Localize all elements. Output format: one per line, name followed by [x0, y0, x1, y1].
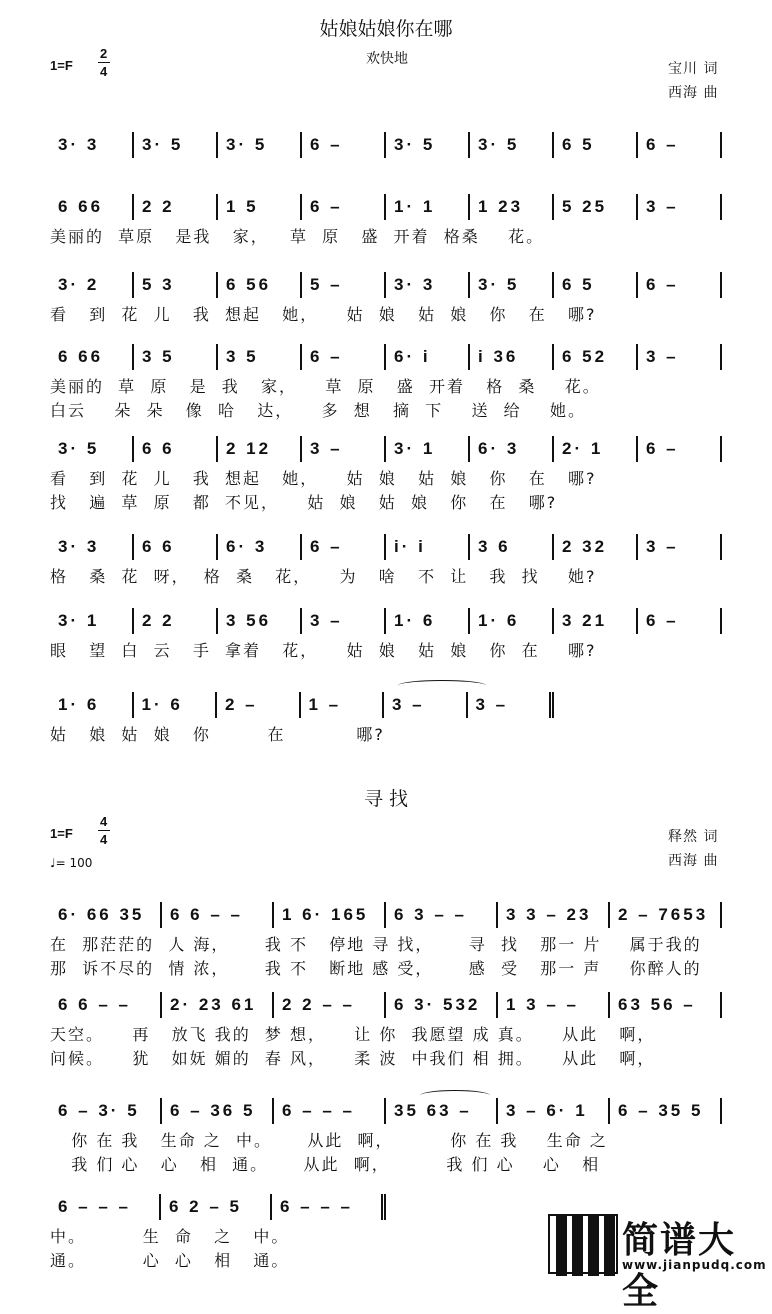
- measure-notes: 2 2 – –: [282, 995, 355, 1014]
- measure: [134, 272, 218, 298]
- measure: [386, 1098, 498, 1124]
- measure: [50, 534, 134, 560]
- measure: [50, 992, 162, 1018]
- measure-notes: 6· 3: [478, 439, 520, 458]
- staff-line: [50, 534, 722, 560]
- measure: [218, 132, 302, 158]
- lyric-line: 美丽的 草 原 是 我 家， 草 原 盛 开着 格 桑 花。: [50, 377, 601, 396]
- measure-notes: 6 66: [58, 197, 104, 216]
- measure-notes: 3 21: [562, 611, 608, 630]
- measure: [638, 132, 722, 158]
- measure-notes: 6 – 36 5: [170, 1101, 256, 1120]
- measure: [384, 692, 468, 718]
- quarter-note-icon: ♩: [50, 856, 56, 870]
- song1-time-num: 2: [100, 46, 108, 61]
- measure-notes: 2· 1: [562, 439, 604, 458]
- measure-notes: 1 3 – –: [506, 995, 579, 1014]
- lyric-line: 看 到 花 儿 我 想起 她， 姑 娘 姑 娘 你 在 哪?: [50, 469, 597, 488]
- measure-notes: 35 63 –: [394, 1101, 472, 1120]
- measure: [638, 534, 722, 560]
- measure-notes: 3· 5: [394, 135, 436, 154]
- measure: [386, 272, 470, 298]
- measure: [470, 534, 554, 560]
- measure-notes: 6 –: [310, 135, 343, 154]
- measure-notes: 6 6 – –: [58, 995, 131, 1014]
- measure: [50, 194, 134, 220]
- measure-notes: 6 3 – –: [394, 905, 467, 924]
- measure-notes: 1 5: [226, 197, 259, 216]
- measure: [554, 132, 638, 158]
- lyric-line: 白云 朵 朵 像 哈 达， 多 想 摘 下 送 给 她。: [50, 401, 587, 420]
- measure: [498, 992, 610, 1018]
- measure: [161, 1194, 272, 1220]
- measure-notes: 1· 1: [394, 197, 436, 216]
- song1-time-den: 4: [100, 64, 108, 79]
- measure: [302, 194, 386, 220]
- measure: [470, 194, 554, 220]
- measure-notes: 6 2 – 5: [169, 1197, 242, 1216]
- staff-line: [50, 992, 722, 1018]
- measure-notes: 6 66: [58, 347, 104, 366]
- measure: [218, 194, 302, 220]
- song1-tempo-text: 欢快地: [366, 51, 408, 67]
- song2-composer: 西海 曲: [668, 853, 719, 869]
- measure-notes: i· i: [394, 537, 426, 556]
- lyric-line: 在 那茫茫的 人 海， 我 不 停地 寻 找， 寻 找 那一 片 属于我的: [50, 935, 702, 954]
- measure-notes: 3 –: [475, 695, 509, 714]
- measure: [386, 132, 470, 158]
- measure: [50, 902, 162, 928]
- measure-notes: 3· 1: [58, 611, 100, 630]
- song2-time-den: 4: [100, 832, 108, 847]
- measure-notes: 3· 5: [142, 135, 184, 154]
- measure-notes: 3· 3: [394, 275, 436, 294]
- site-logo: [548, 1212, 767, 1312]
- measure-notes: 2 2: [142, 197, 175, 216]
- lyric-line: 问候。 犹 如妩 媚的 春 风， 柔 波 中我们 相 拥。 从此 啊，: [50, 1049, 656, 1068]
- measure-notes: 3 –: [310, 611, 343, 630]
- measure-notes: 2 32: [562, 537, 608, 556]
- measure: [554, 344, 638, 370]
- measure-notes: i 36: [478, 347, 519, 366]
- lyric-line: 眼 望 白 云 手 拿着 花， 姑 娘 姑 娘 你 在 哪?: [50, 641, 597, 660]
- measure-notes: 6 52: [562, 347, 608, 366]
- measure: [302, 534, 386, 560]
- measure-notes: 3 3 – 23: [506, 905, 592, 924]
- measure: [638, 344, 722, 370]
- staff-line: [50, 692, 554, 718]
- measure-notes: 5 25: [562, 197, 608, 216]
- measure-notes: 3 5: [226, 347, 259, 366]
- measure: [162, 902, 274, 928]
- song1-composer: 西海 曲: [668, 85, 719, 101]
- measure-notes: 6 –: [310, 347, 343, 366]
- measure-notes: 1· 6: [58, 695, 100, 714]
- measure: [470, 132, 554, 158]
- measure: [218, 608, 302, 634]
- measure-notes: 3 – 6· 1: [506, 1101, 588, 1120]
- measure-notes: 6 3· 532: [394, 995, 481, 1014]
- measure-notes: 3 6: [478, 537, 511, 556]
- measure-notes: 3· 1: [394, 439, 436, 458]
- measure: [134, 608, 218, 634]
- measure-notes: 6 –: [310, 537, 343, 556]
- measure-notes: 3 –: [392, 695, 425, 714]
- measure: [218, 436, 302, 462]
- measure: [50, 1194, 161, 1220]
- measure: [134, 692, 218, 718]
- measure: [274, 902, 386, 928]
- measure: [218, 344, 302, 370]
- measure-notes: 5 3: [142, 275, 175, 294]
- measure-notes: 6 5: [562, 275, 595, 294]
- measure-notes: 6 –: [646, 135, 679, 154]
- lyric-line: 通。 心 心 相 通。: [50, 1251, 290, 1270]
- measure: [470, 436, 554, 462]
- measure-notes: 1 6· 165: [282, 905, 369, 924]
- measure: [50, 1098, 162, 1124]
- measure-notes: 3· 5: [478, 275, 520, 294]
- measure-notes: 6 6 – –: [170, 905, 243, 924]
- measure: [302, 272, 386, 298]
- staff-line: [50, 436, 722, 462]
- measure: [554, 436, 638, 462]
- measure: [554, 272, 638, 298]
- measure: [468, 692, 555, 718]
- slur-mark: [420, 1090, 490, 1101]
- measure-notes: 6 – 35 5: [618, 1101, 704, 1120]
- lyric-line: 那 诉不尽的 情 浓， 我 不 断地 感 受， 感 受 那一 声 你醉人的: [50, 959, 702, 978]
- measure-notes: 5 –: [310, 275, 343, 294]
- measure: [50, 436, 134, 462]
- measure-notes: 6 – – –: [58, 1197, 131, 1216]
- measure-notes: 3 5: [142, 347, 175, 366]
- measure-notes: 1· 6: [478, 611, 520, 630]
- measure: [498, 1098, 610, 1124]
- song2-title: 寻 找: [363, 788, 409, 810]
- measure: [134, 194, 218, 220]
- measure-notes: 6 5: [562, 135, 595, 154]
- song2-tempo-value: = 100: [55, 856, 93, 870]
- staff-line: [50, 1098, 722, 1124]
- measure: [610, 1098, 722, 1124]
- measure-notes: 3· 5: [478, 135, 520, 154]
- measure: [301, 692, 385, 718]
- measure-notes: 6 56: [226, 275, 272, 294]
- measure-notes: 3· 5: [58, 439, 100, 458]
- lyric-line: 你 在 我 生命 之 中。 从此 啊， 你 在 我 生命 之: [50, 1131, 608, 1150]
- measure-notes: 2 12: [226, 439, 272, 458]
- lyric-line: 天空。 再 放飞 我的 梦 想， 让 你 我愿望 成 真。 从此 啊，: [50, 1025, 656, 1044]
- song1-title: 姑娘姑娘你在哪: [319, 18, 453, 40]
- measure: [50, 132, 134, 158]
- song2-time-num: 4: [100, 814, 108, 829]
- lyric-line: 中。 生 命 之 中。: [50, 1227, 290, 1246]
- measure-notes: 6 –: [646, 275, 679, 294]
- measure: [218, 272, 302, 298]
- measure-notes: 3· 3: [58, 537, 100, 556]
- measure-notes: 6· i: [394, 347, 431, 366]
- measure-notes: 1 –: [308, 695, 342, 714]
- measure: [50, 692, 134, 718]
- measure: [386, 534, 470, 560]
- measure-notes: 3 –: [646, 197, 679, 216]
- measure-notes: 6 –: [646, 439, 679, 458]
- measure: [217, 692, 301, 718]
- slur-mark: [398, 680, 486, 691]
- measure-notes: 3· 5: [226, 135, 268, 154]
- measure-notes: 1· 6: [141, 695, 183, 714]
- measure: [50, 344, 134, 370]
- song1-key: 1=F: [50, 58, 73, 73]
- staff-line: [50, 194, 722, 220]
- measure: [274, 1098, 386, 1124]
- measure: [498, 902, 610, 928]
- measure-notes: 3 56: [226, 611, 272, 630]
- measure: [162, 1098, 274, 1124]
- measure: [134, 132, 218, 158]
- lyric-line: 我 们 心 心 相 通。 从此 啊， 我 们 心 心 相: [50, 1155, 601, 1174]
- measure: [302, 344, 386, 370]
- piano-keys-icon: [548, 1214, 618, 1274]
- staff-line: [50, 608, 722, 634]
- measure-notes: 3 –: [310, 439, 343, 458]
- song1-lyricist: 宝川 词: [668, 61, 719, 77]
- song2-lyricist: 释然 词: [668, 829, 719, 845]
- measure: [302, 436, 386, 462]
- measure: [272, 1194, 386, 1220]
- measure: [218, 534, 302, 560]
- measure-notes: 3· 3: [58, 135, 100, 154]
- measure: [610, 992, 722, 1018]
- lyric-line: 看 到 花 儿 我 想起 她， 姑 娘 姑 娘 你 在 哪?: [50, 305, 597, 324]
- logo-name: 简谱大全: [622, 1220, 737, 1312]
- staff-line: [50, 132, 722, 158]
- measure: [554, 194, 638, 220]
- measure: [638, 194, 722, 220]
- measure-notes: 1 23: [478, 197, 524, 216]
- staff-line: [50, 272, 722, 298]
- measure-notes: 2 –: [225, 695, 258, 714]
- measure-notes: 6 –: [646, 611, 679, 630]
- measure-notes: 6 6: [142, 439, 175, 458]
- measure-notes: 2 – 7653: [618, 905, 709, 924]
- measure: [386, 436, 470, 462]
- measure: [470, 344, 554, 370]
- measure-notes: 63 56 –: [618, 995, 696, 1014]
- measure: [50, 272, 134, 298]
- measure: [386, 992, 498, 1018]
- measure-notes: 6 – – –: [282, 1101, 355, 1120]
- lyric-line: 美丽的 草原 是我 家， 草 原 盛 开着 格桑 花。: [50, 227, 545, 246]
- measure: [470, 272, 554, 298]
- lyric-line: 格 桑 花 呀， 格 桑 花， 为 啥 不 让 我 找 她?: [50, 567, 597, 586]
- measure: [274, 992, 386, 1018]
- measure-notes: 2· 23 61: [170, 995, 257, 1014]
- measure: [386, 902, 498, 928]
- staff-line: [50, 344, 722, 370]
- lyric-line: 找 遍 草 原 都 不见， 姑 娘 姑 娘 你 在 哪?: [50, 493, 558, 512]
- measure-notes: 6· 66 35: [58, 905, 145, 924]
- song2-tempo: [50, 856, 92, 870]
- measure-notes: 3 –: [646, 537, 679, 556]
- measure-notes: 3 –: [646, 347, 679, 366]
- measure-notes: 6 6: [142, 537, 175, 556]
- measure: [470, 608, 554, 634]
- measure: [638, 436, 722, 462]
- measure-notes: 3· 2: [58, 275, 100, 294]
- measure: [638, 608, 722, 634]
- measure: [386, 194, 470, 220]
- measure: [134, 436, 218, 462]
- measure-notes: 6 –: [310, 197, 343, 216]
- measure-notes: 6 – 3· 5: [58, 1101, 140, 1120]
- measure: [638, 272, 722, 298]
- song2-key: 1=F: [50, 826, 73, 841]
- measure-notes: 1· 6: [394, 611, 436, 630]
- staff-line: [50, 1194, 386, 1220]
- measure: [162, 992, 274, 1018]
- measure: [554, 534, 638, 560]
- measure-notes: 6· 3: [226, 537, 268, 556]
- measure: [302, 132, 386, 158]
- staff-line: [50, 902, 722, 928]
- measure-notes: 2 2: [142, 611, 175, 630]
- measure: [302, 608, 386, 634]
- measure: [554, 608, 638, 634]
- lyric-line: 姑 娘 姑 娘 你 在 哪?: [50, 725, 385, 744]
- measure: [386, 344, 470, 370]
- measure: [134, 534, 218, 560]
- measure: [134, 344, 218, 370]
- measure: [386, 608, 470, 634]
- measure: [50, 608, 134, 634]
- measure-notes: 6 – – –: [280, 1197, 353, 1216]
- logo-url: www.jianpudq.com: [622, 1258, 767, 1272]
- measure: [610, 902, 722, 928]
